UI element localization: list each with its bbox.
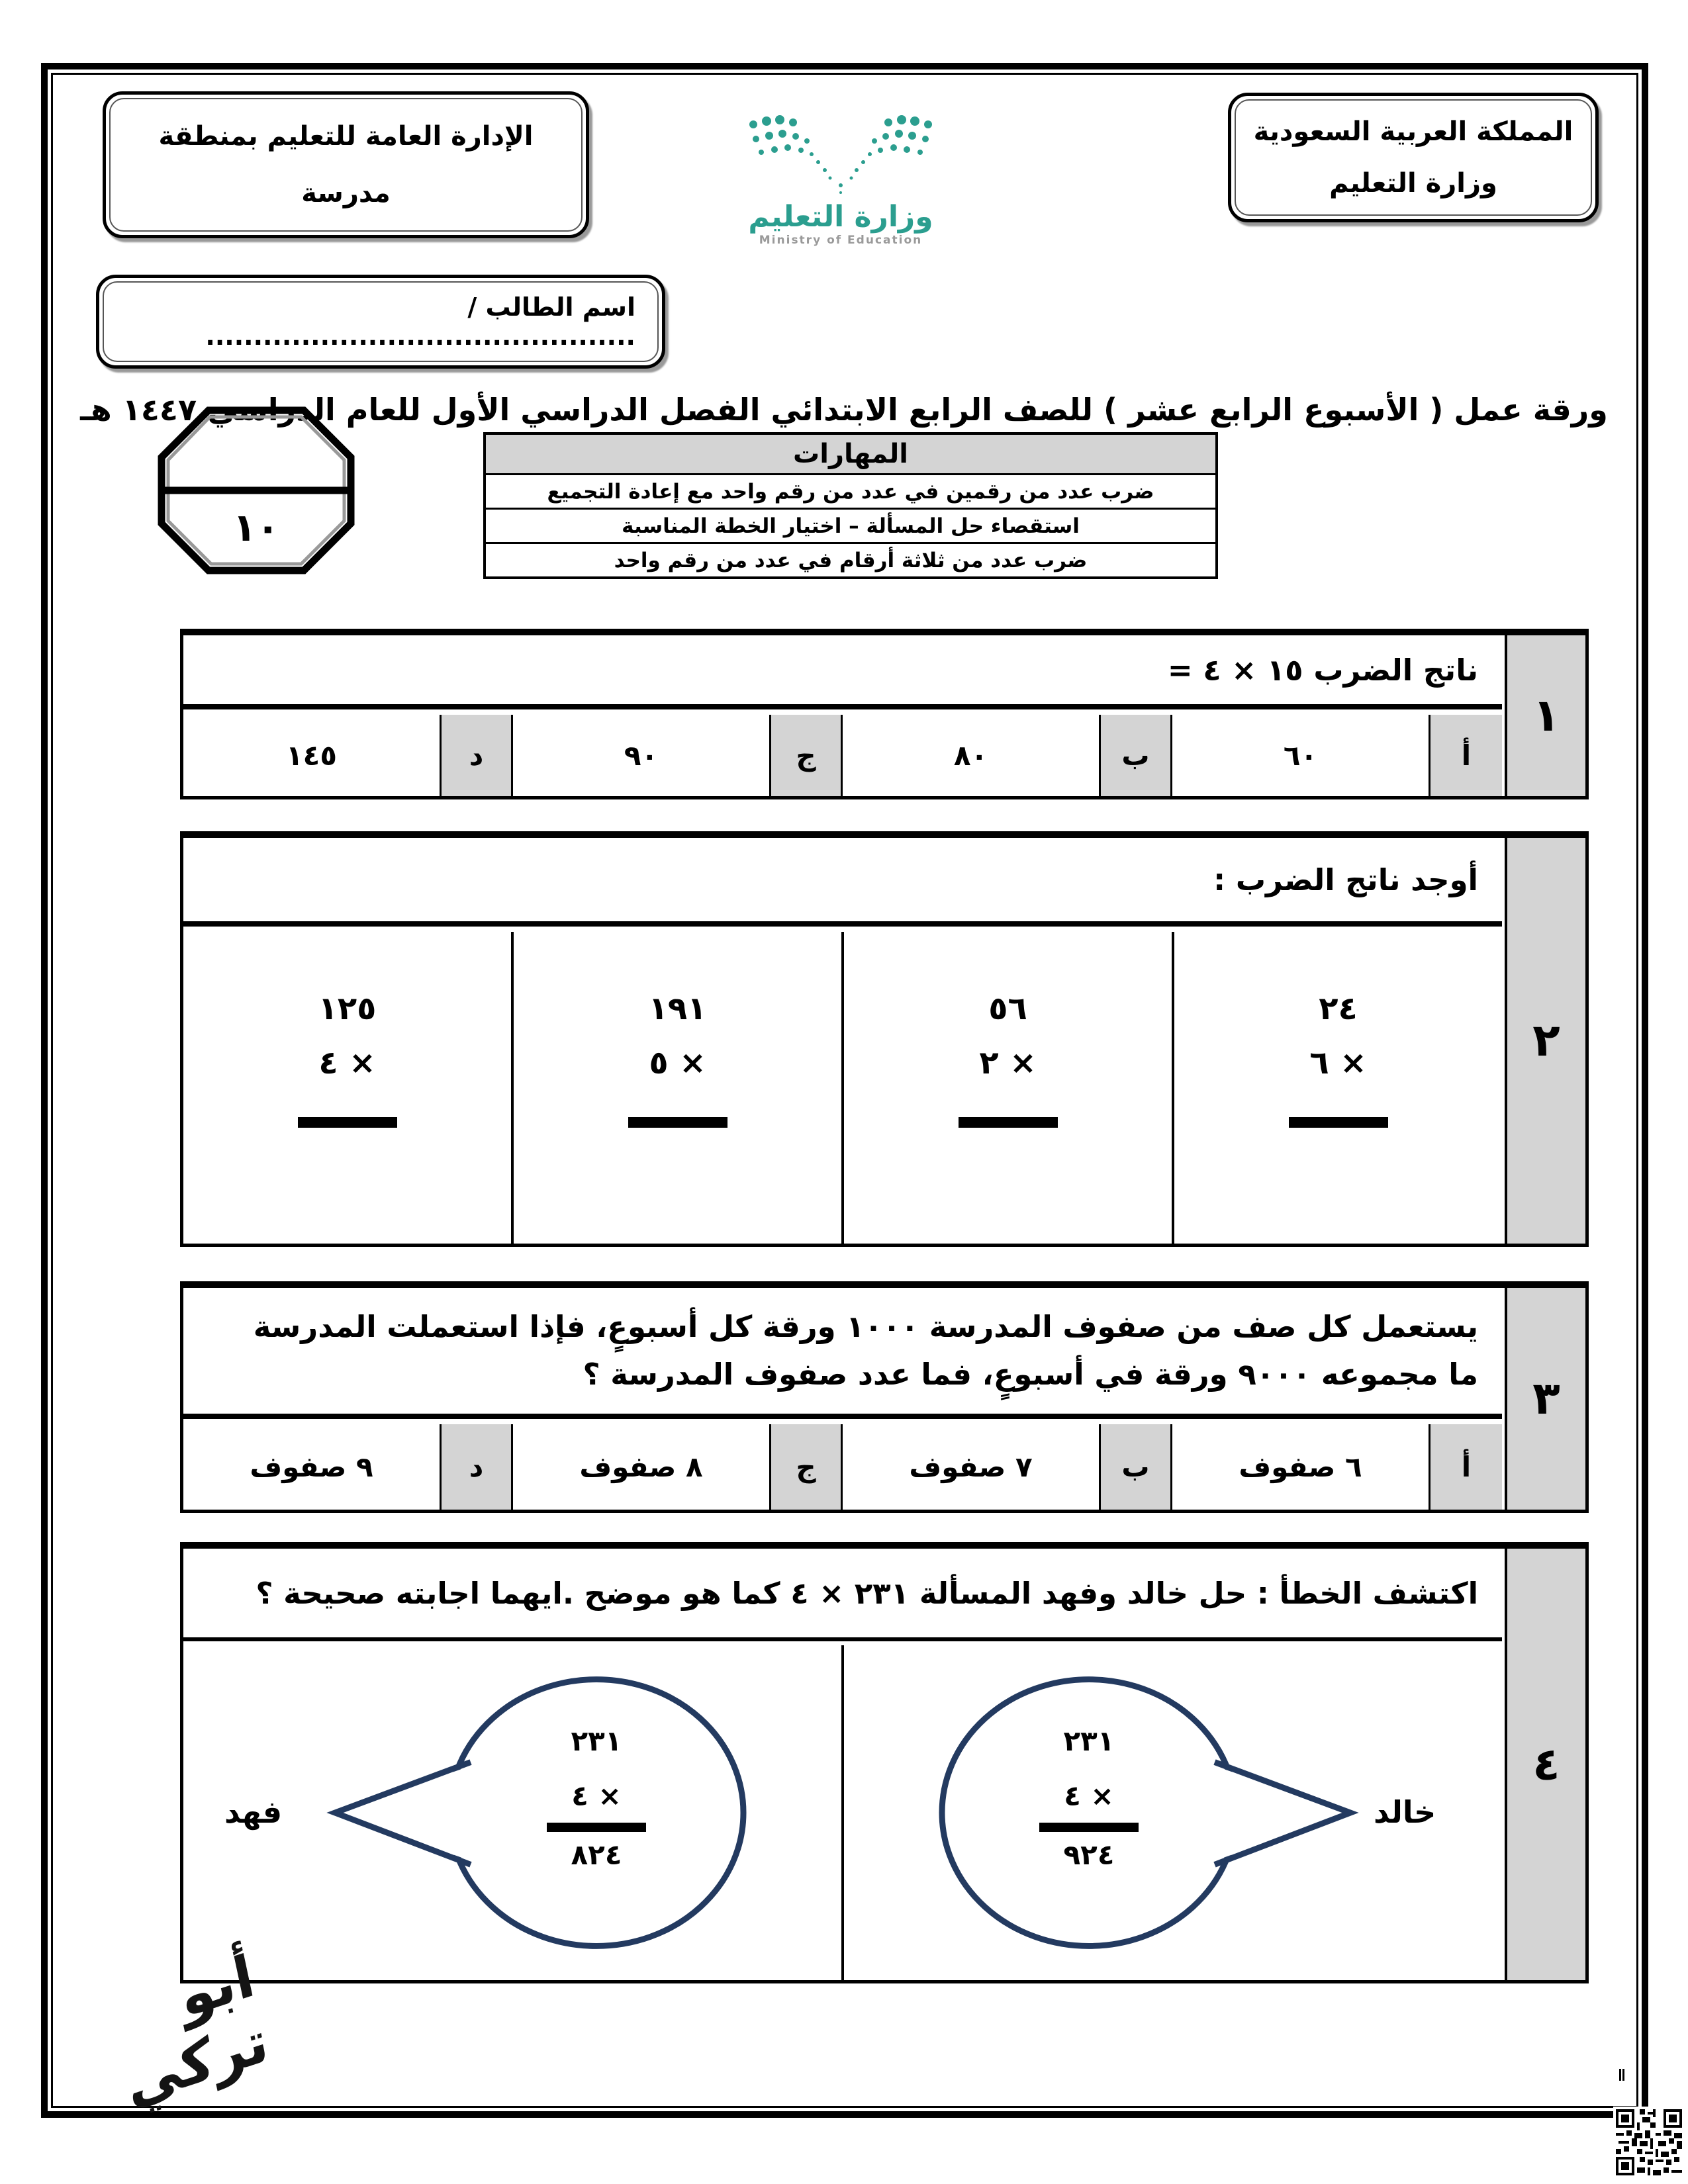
choice-value-cell: ١٤٥: [183, 715, 442, 796]
multiplicand: ١٢٥: [318, 990, 377, 1027]
multiplicand: ٢٣١: [571, 1725, 622, 1757]
skill-row: ضرب عدد من ثلاثة أرقام في عدد من رقم واحد: [486, 542, 1215, 576]
qr-code-icon: [1613, 2107, 1685, 2178]
ministry-logo: [725, 111, 957, 247]
choice-letter-cell: ج: [771, 715, 843, 796]
multiplier: × ٥: [649, 1044, 706, 1081]
multiplication-problem: [844, 932, 1174, 1244]
question-2-problems: [183, 932, 1502, 1244]
question-1-choices: [183, 715, 1502, 796]
student-label-fahd: فهد: [224, 1794, 283, 1830]
student-name-box: [96, 275, 665, 369]
skill-row: ضرب عدد من رقمين في عدد من رقم واحد مع إعادة التجميع: [486, 473, 1215, 508]
multiplicand: ١٩١: [648, 990, 707, 1027]
choice-letter-cell: د: [442, 715, 513, 796]
choice-letter-cell: ج: [771, 1424, 843, 1510]
multiplier: × ٤: [1064, 1780, 1114, 1812]
question-3-text: يستعمل كل صف من صفوف المدرسة ١٠٠٠ ورقة كل أسبوعٍ، فإذا استعملت المدرسة ما مجموعه ٩٠٠٠ ورقة في أسبوعٍ، فما عدد صفوف المدرسة ؟: [183, 1288, 1502, 1419]
multiplicand: ٥٦: [988, 990, 1027, 1027]
equals-line: [1039, 1823, 1139, 1832]
choice-value-cell: ٦٠: [1172, 715, 1430, 796]
multiplier: × ٦: [1309, 1044, 1367, 1081]
khalid-work: [1003, 1725, 1175, 1871]
admin-line: الإدارة العامة للتعليم بمنطقة: [158, 121, 534, 152]
fahd-work: [510, 1725, 682, 1871]
question-1-table: [180, 629, 1589, 799]
kingdom-line: المملكة العربية السعودية: [1253, 116, 1573, 148]
result: ٨٢٤: [571, 1839, 622, 1871]
ministry-line: وزارة التعليم: [1329, 167, 1497, 199]
choice-value-cell: ٧ صفوف: [843, 1424, 1101, 1510]
choice-value-cell: ٨٠: [843, 715, 1101, 796]
choice-letter-cell: أ: [1430, 715, 1502, 796]
crop-mark: [1619, 2069, 1624, 2081]
question-3-number: ٣: [1505, 1288, 1585, 1510]
choice-value-cell: ٩٠: [513, 715, 771, 796]
question-3-table: [180, 1281, 1589, 1513]
multiplication-problem: [1174, 932, 1502, 1244]
admin-header-box: [103, 91, 589, 238]
student-name-label: اسم الطالب / .............................................: [205, 293, 635, 351]
answer-line: [959, 1117, 1058, 1128]
question-4-number: ٤: [1505, 1549, 1585, 1980]
kingdom-header-box: [1228, 93, 1599, 222]
multiplicand: ٢٤: [1319, 990, 1358, 1027]
score-total: ١٠: [232, 505, 280, 550]
result: ٩٢٤: [1063, 1839, 1115, 1871]
question-4-solutions: [183, 1645, 1502, 1980]
multiplier: × ٤: [571, 1780, 622, 1812]
skill-row: استقصاء حل المسألة – اختيار الخطة المناسبة: [486, 508, 1215, 542]
question-2-text: أوجد ناتج الضرب :: [183, 838, 1502, 927]
skills-header: المهارات: [486, 435, 1215, 473]
choice-value-cell: ٦ صفوف: [1172, 1424, 1430, 1510]
crop-mark: [1574, 2113, 1586, 2118]
choice-letter-cell: د: [442, 1424, 513, 1510]
multiplicand: ٢٣١: [1063, 1725, 1115, 1757]
solution-fahd: [183, 1645, 844, 1980]
ministry-logo-name-ar: وزارة التعليم: [748, 200, 933, 234]
solution-khalid: [844, 1645, 1502, 1980]
answer-line: [298, 1117, 397, 1128]
choice-letter-cell: ب: [1101, 1424, 1172, 1510]
question-3-choices: [183, 1424, 1502, 1510]
equals-line: [547, 1823, 646, 1832]
choice-value-cell: ٨ صفوف: [513, 1424, 771, 1510]
question-2-number: ٢: [1505, 838, 1585, 1244]
question-1-text: ناتج الضرب ١٥ × ٤ =: [183, 635, 1502, 709]
ministry-logo-icon: [741, 111, 940, 196]
school-line: مدرسة: [301, 178, 391, 208]
choice-value-cell: ٩ صفوف: [183, 1424, 442, 1510]
question-4-table: [180, 1542, 1589, 1983]
score-octagon: [157, 406, 355, 575]
choice-letter-cell: أ: [1430, 1424, 1502, 1510]
answer-line: [628, 1117, 727, 1128]
multiplier: × ٢: [979, 1044, 1037, 1081]
multiplication-problem: [183, 932, 514, 1244]
skills-table: [483, 432, 1218, 579]
question-2-table: [180, 831, 1589, 1247]
ministry-logo-name-en: Ministry of Education: [759, 234, 923, 247]
multiplier: × ٤: [318, 1044, 376, 1081]
question-4-text: اكتشف الخطأ : حل خالد وفهد المسألة ٢٣١ × ٤ كما هو موضح .ايهما اجابته صحيحة ؟: [183, 1549, 1502, 1641]
multiplication-problem: [514, 932, 844, 1244]
signature-calligraphy: أبو تركي: [119, 1942, 274, 2118]
answer-line: [1289, 1117, 1388, 1128]
worksheet-title: ورقة عمل ( الأسبوع الرابع عشر ) للصف الرابع الابتدائي الفصل الدراسي الأول للعام الدراسي ١٤٤٧ هـ: [80, 392, 1608, 428]
choice-letter-cell: ب: [1101, 715, 1172, 796]
question-1-number: ١: [1505, 635, 1585, 796]
student-label-khalid: خالد: [1374, 1794, 1436, 1830]
